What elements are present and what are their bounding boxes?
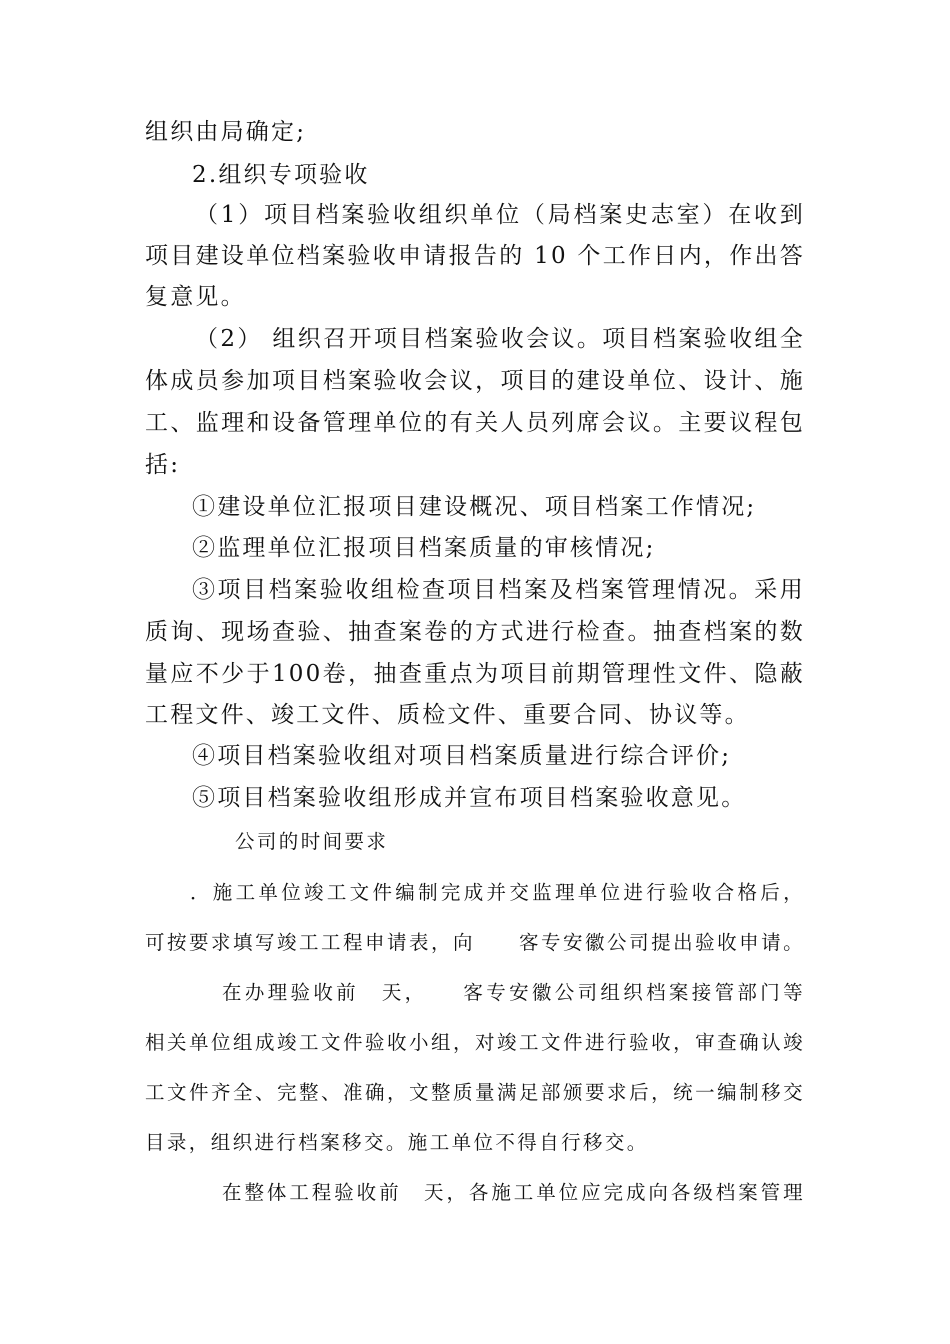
text-line: ．施工单位竣工文件编制完成并交监理单位进行验收合格后，: [190, 881, 805, 904]
list-item: ②监理单位汇报项目档案质量的审核情况;: [192, 535, 656, 561]
text-line: 工程文件、竣工文件、质检文件、重要合同、协议等。: [145, 702, 750, 728]
text-line: 质询、现场查验、抽查案卷的方式进行检查。抽查档案的数: [145, 619, 805, 645]
text-line: 目录，组织进行档案移交。施工单位不得自行移交。: [145, 1131, 649, 1154]
text-line: 在整体工程验收前 天，各施工单位应完成向各级档案管理: [222, 1181, 805, 1204]
text-line: 复意见。: [145, 284, 246, 310]
text-line: 量应不少于100卷，抽查重点为项目前期管理性文件、隐蔽: [145, 661, 805, 687]
text-line: 工、监理和设备管理单位的有关人员列席会议。主要议程包: [145, 410, 805, 436]
text-line: 括:: [145, 452, 181, 478]
text-line: 可按要求填写竣工工程申请表，向 客专安徽公司提出验收申请。: [145, 931, 805, 954]
section-heading: 2.组织专项验收: [192, 162, 370, 188]
section-heading: 公司的时间要求: [235, 830, 389, 853]
text-line: （2） 组织召开项目档案验收会议。项目档案验收组全: [195, 326, 805, 352]
text-line: 相关单位组成竣工文件验收小组，对竣工文件进行验收，审查确认竣: [145, 1031, 805, 1054]
text-line: 项目建设单位档案验收申请报告的 10 个工作日内，作出答: [145, 243, 805, 269]
list-item: ④项目档案验收组对项目档案质量进行综合评价;: [192, 743, 732, 769]
list-item: ①建设单位汇报项目建设概况、项目档案工作情况;: [192, 494, 757, 520]
text-line: 体成员参加项目档案验收会议，项目的建设单位、设计、施: [145, 368, 805, 394]
text-line: 在办理验收前 天， 客专安徽公司组织档案接管部门等: [222, 981, 805, 1004]
list-item: ③项目档案验收组检查项目档案及档案管理情况。采用: [192, 577, 805, 603]
list-item: ⑤项目档案验收组形成并宣布项目档案验收意见。: [192, 785, 747, 811]
text-line: 工文件齐全、完整、准确，文整质量满足部颁要求后，统一编制移交: [145, 1081, 805, 1104]
text-line: （1）项目档案验收组织单位（局档案史志室）在收到: [195, 202, 805, 228]
text-line: 组织由局确定;: [145, 119, 307, 145]
